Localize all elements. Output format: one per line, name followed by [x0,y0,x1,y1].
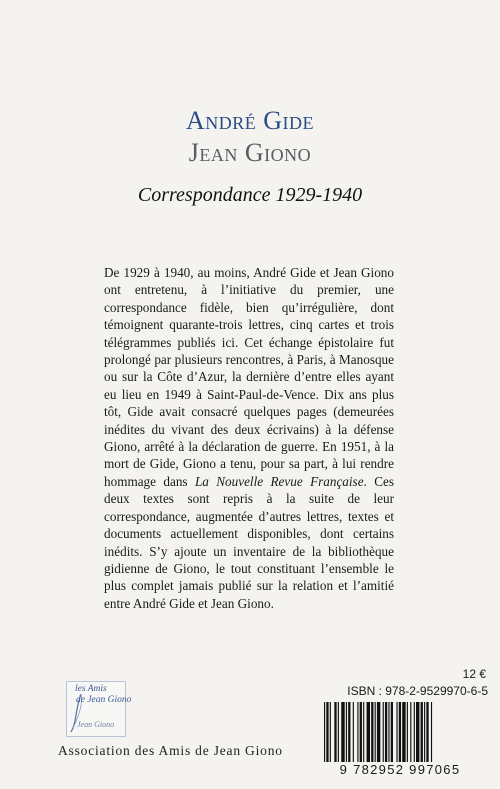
barcode-digits: 9 782952 997065 [339,762,461,777]
barcode-bar [353,702,354,762]
barcode-bar [431,702,432,762]
author-name-giono: Jean Giono [188,138,312,167]
barcode-bar [399,702,401,762]
logo-text-line2: de Jean Giono [76,695,132,705]
barcode-bar [385,702,387,762]
price-label: 12 € [462,667,486,681]
publisher-name: Association des Amis de Jean Giono [58,743,283,758]
barcode-bar [410,702,411,762]
barcode-bar [360,702,362,762]
barcode-bar [363,702,364,762]
barcode-bar [424,702,425,762]
barcode-bar [426,702,428,762]
barcode-image [322,702,490,762]
barcode-bar [346,702,347,762]
blurb-text-part1: De 1929 à 1940, au moins, André Gide et Jean Giono ont entretenu, à l’initiative du premier, une correspondance fidèle, bien qu’irrégulière, dont témoignent quarante-trois lettres, cinq cartes et trois télégrammes publiés ici. Cet échange épistolaire fut prolongé par plusieurs rencontres, à Paris, à Manosque ou sur la Côte d’Azur, la dernière d’entre elles ayant eu lieu en 1949 à Saint-Paul-de-Vence. Dix ans plus tôt, Gide avait consacré quelques pages (demeurées inédites du vivant des deux écrivains) à la défense Giono, arrêté à la déclaration de guerre. En 1951, à la mort de Gide, Giono a tenu, pour sa part, à lui rendre hommage dans [104,265,394,489]
journal-title: La Nouvelle Revue Française [194,473,364,489]
barcode-bar [338,702,339,762]
barcode-bar [375,702,376,762]
barcode-bar [396,702,397,762]
book-subtitle: Correspondance 1929-1940 [137,184,363,206]
logo-signature: Jean Giono [77,720,115,729]
barcode-bar [414,702,415,762]
barcode-bar [330,702,331,762]
barcode-bar [324,702,325,762]
back-cover-blurb [104,264,394,612]
blurb-text-part2: . Ces deux textes sont repris à la suite de leur correspondance, augmentée d’autres lettres, textes et documents actuellement disponibles, dont certains inédits. S’y ajoute un inventaire de la bibliothèque gidienne de Giono, le tout constituant l’ensemble le plus complet jamais publié sur la relation et l’amitié entre André Gide et Jean Giono. [104,473,394,611]
barcode-bar [416,702,419,762]
barcode-bar [326,702,328,762]
barcode-bar [377,702,380,762]
barcode-bar [371,702,373,762]
barcode-bar [407,702,408,762]
logo-text-line1: les Amis [75,684,107,694]
barcode-bar [402,702,405,762]
barcode-bar [421,702,423,762]
author-name-gide: André Gide [185,106,315,135]
barcode-bar [357,702,358,762]
barcode-bar [334,702,336,762]
barcode-bar [341,702,344,762]
barcode-bar [388,702,389,762]
barcode-bar [383,702,384,762]
barcode-bar [391,702,393,762]
isbn-label: ISBN : 978-2-9529970-6-5 [347,684,488,698]
barcode-bar [348,702,350,762]
barcode-bar [367,702,370,762]
association-logo [66,681,132,737]
